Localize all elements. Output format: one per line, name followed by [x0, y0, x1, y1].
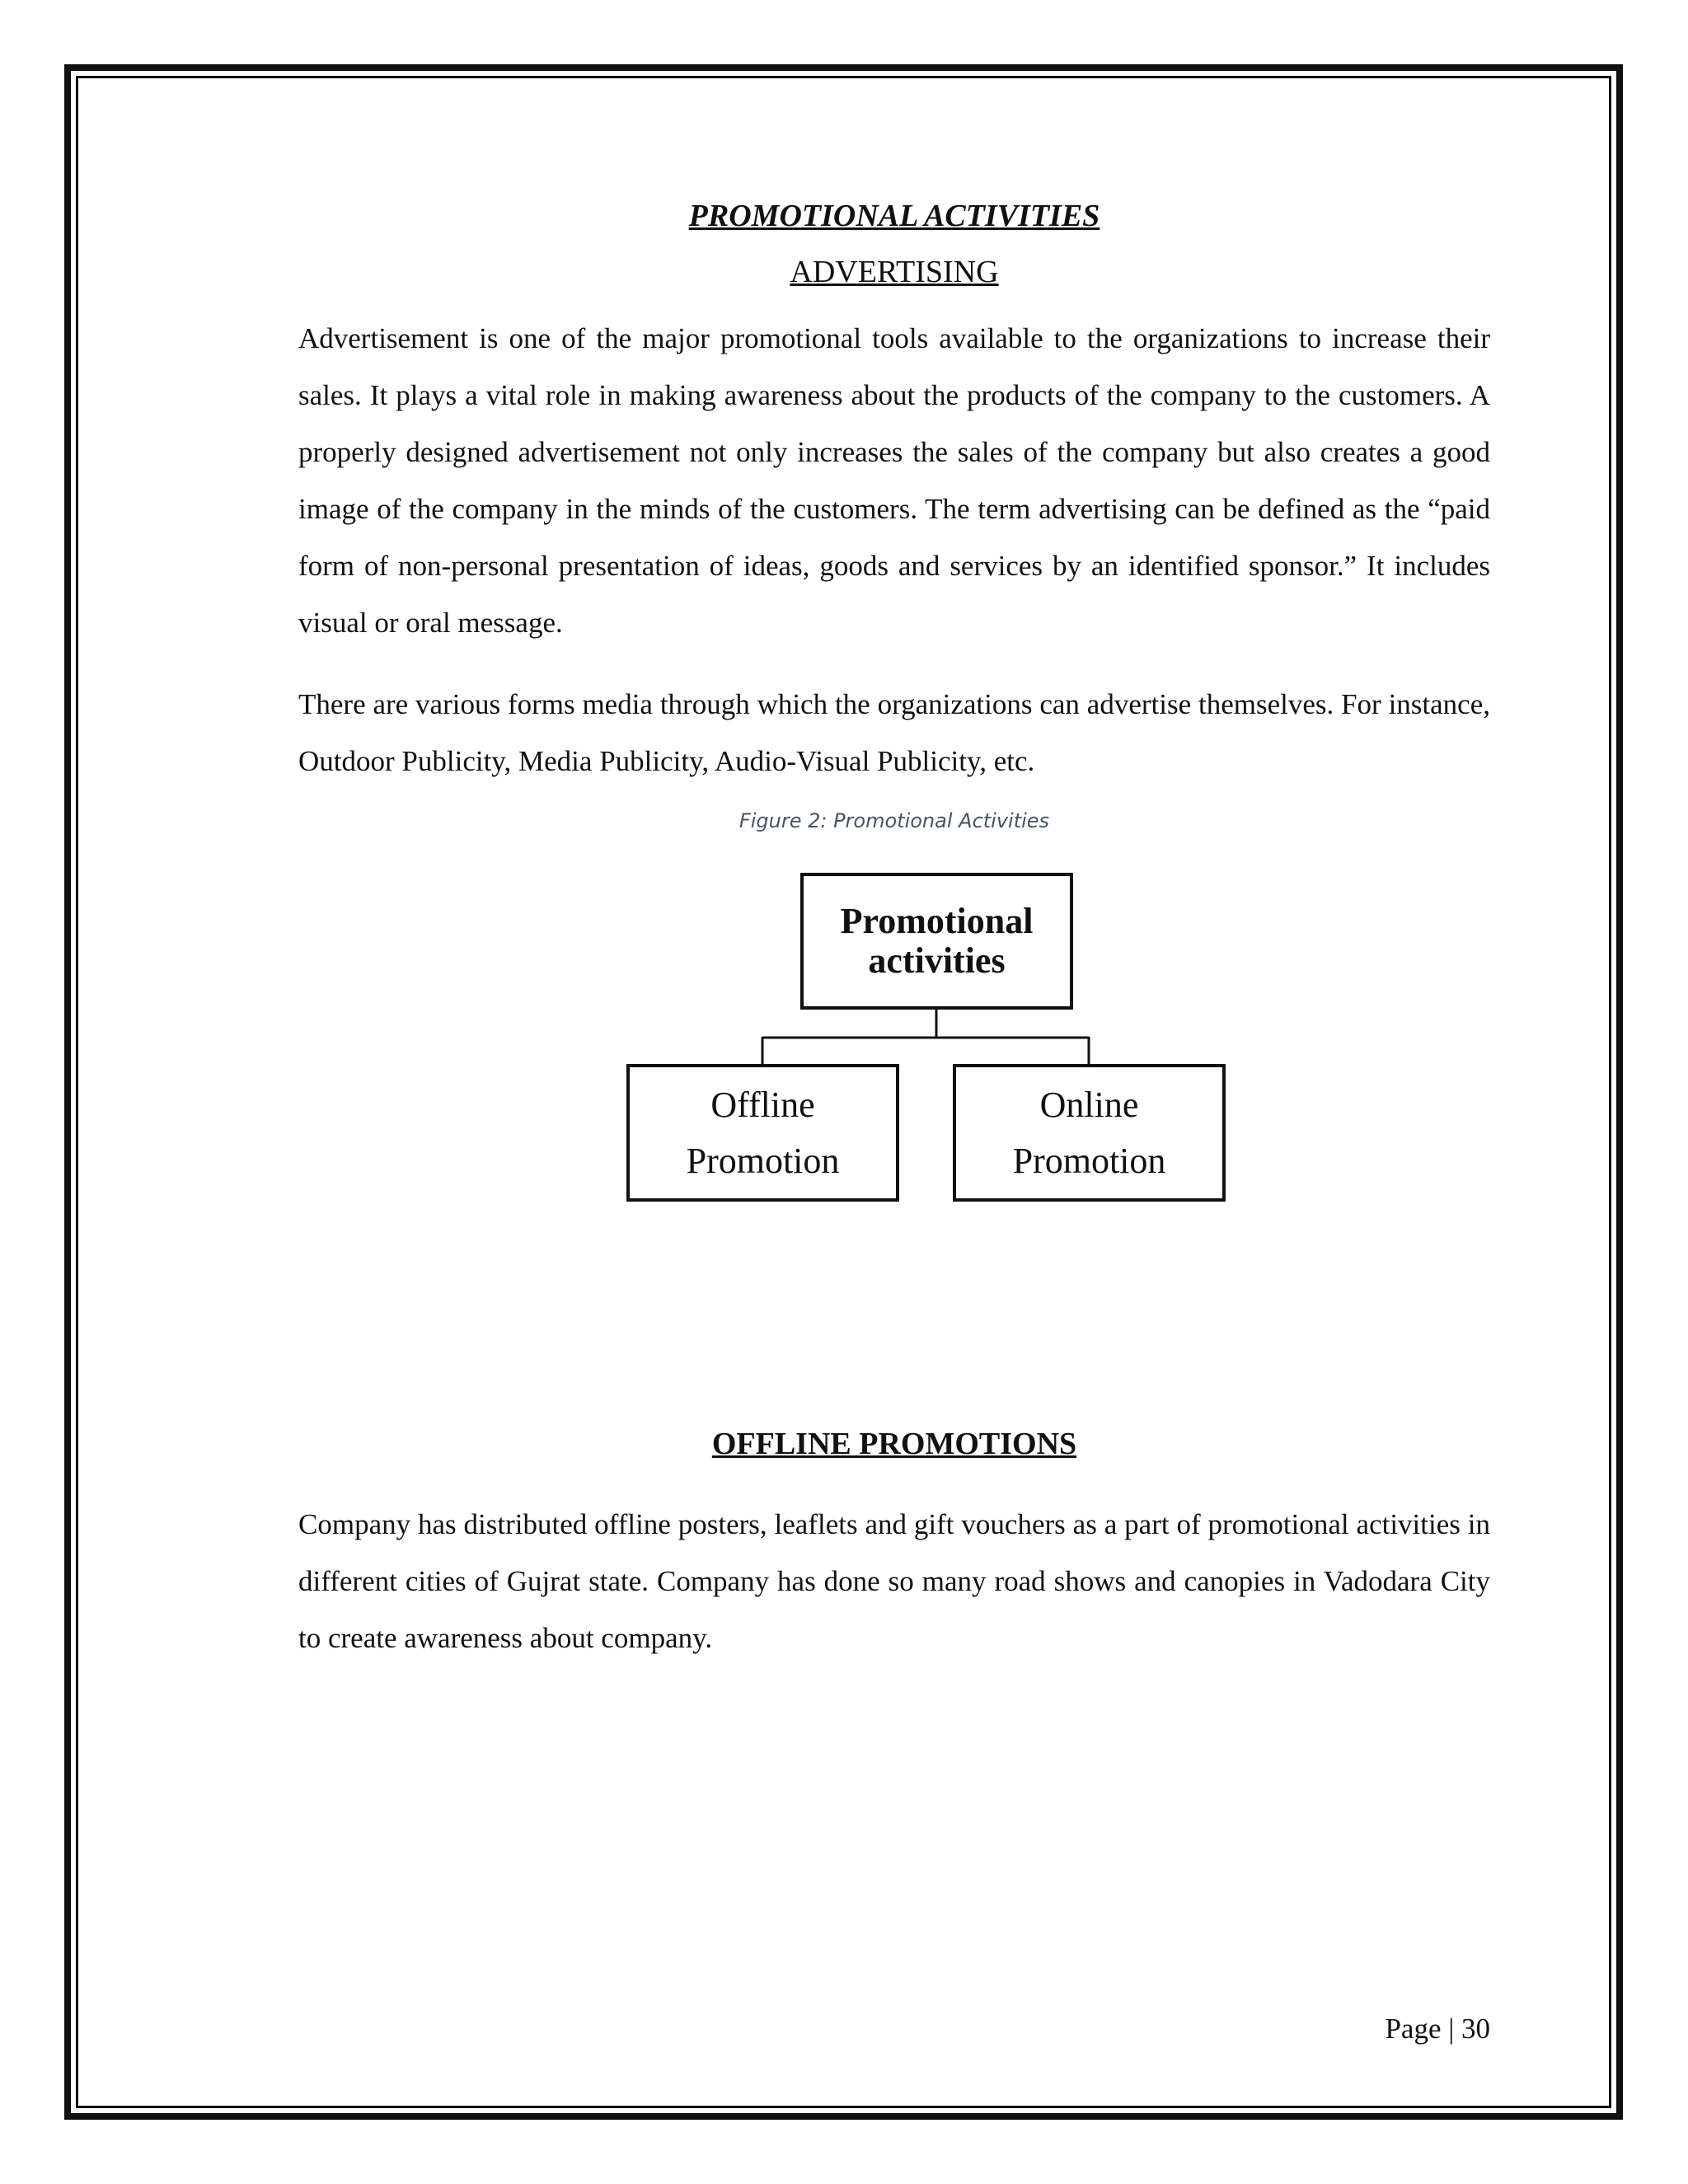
- advertising-paragraph-2: There are various forms media through which the organizations can advertise themselves. For instance, Outdoor Publicity, Media Publicity, Audio-Visual Publicity, etc.: [298, 688, 1490, 777]
- page-title: PROMOTIONAL ACTIVITIES: [688, 199, 1100, 233]
- node-right-line1: Online: [1039, 1084, 1139, 1125]
- figure-caption: Figure 2: Promotional Activities: [738, 809, 1050, 832]
- node-root-line1: Promotional: [840, 901, 1034, 941]
- node-right-line2: Promotion: [1012, 1140, 1166, 1181]
- diagram-node-offline-promotion: [626, 1064, 899, 1202]
- diagram-node-online-promotion: [953, 1064, 1226, 1202]
- advertising-paragraph-1: Advertisement is one of the major promotional tools available to the organizations to increase their sales. It plays a vital role in making awareness about the products of the company to the customers. A properly designed advertisement not only increases the sales of the company but also creates a good image of the company in the minds of the customers. The term advertising can be defined as the “paid form of non-personal presentation of ideas, goods and services by an identified sponsor.” It includes visual or oral message.: [298, 322, 1490, 639]
- offline-promotions-heading: OFFLINE PROMOTIONS: [711, 1427, 1077, 1461]
- diagram-node-promotional-activities: [800, 873, 1073, 1010]
- node-left-line2: Promotion: [686, 1140, 840, 1181]
- section-subtitle-advertising: ADVERTISING: [790, 255, 999, 289]
- node-left-line1: Offline: [710, 1084, 815, 1125]
- offline-promotions-paragraph: Company has distributed offline posters, leaflets and gift vouchers as a part of promotional activities in different cities of Gujrat state. Company has done so many road shows and canopies in Vadodara City to create awareness about company.: [298, 1508, 1490, 1654]
- node-root-line2: activities: [868, 940, 1006, 981]
- page-number: Page | 30: [1385, 2013, 1490, 2045]
